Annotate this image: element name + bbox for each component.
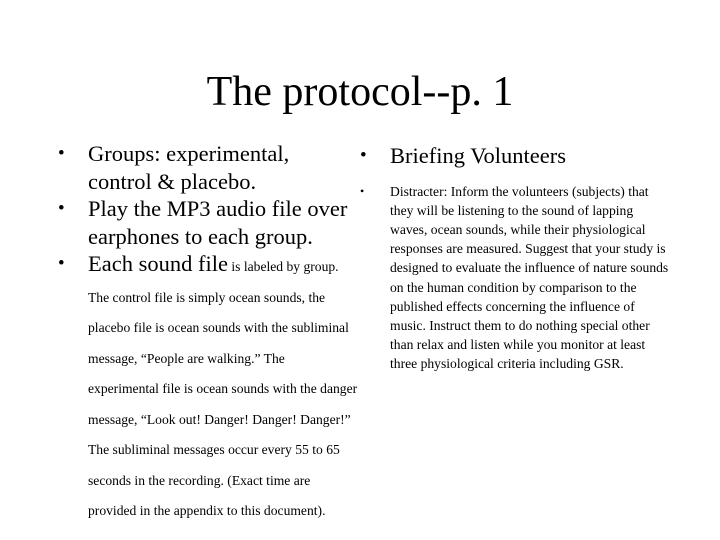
- briefing-heading: Briefing Volunteers: [390, 143, 567, 168]
- bullet-groups-text: Groups: experimental, control & placebo.: [88, 141, 290, 194]
- bullet-briefing-volunteers: [360, 142, 670, 170]
- bullet-distracter: [360, 182, 670, 374]
- bullet-sound-file-detail: is labeled by group. The control file is simply ocean sounds, the placebo file is ocean sounds with the subliminal message, “People are walking.” The experimental file is ocean sounds with the danger message, “Look out! Danger! Danger! Danger!” The subliminal messages occur every 55 to 65 seconds in the recording. (Exact time are provided in the appendix to this document).: [88, 259, 358, 518]
- bullet-dot-icon: •: [58, 143, 65, 164]
- bullet-sound-file-lead: Each sound file: [88, 251, 228, 276]
- bullet-groups: [58, 140, 358, 195]
- bullet-dot-icon: •: [360, 145, 367, 166]
- bullet-play-audio-text: Play the MP3 audio file over earphones to each group.: [88, 196, 348, 249]
- right-column: [360, 140, 670, 374]
- bullet-dot-icon: •: [58, 253, 65, 274]
- distracter-text: Distracter: Inform the volunteers (subjects) that they will be listening to the sound of lapping waves, ocean sounds, while their physiological responses are measured. Suggest that your study is designed to evaluate the influence of nature sounds on the human condition by comparison to the published effects concerning the influence of music. Instruct them to do nothing special other than relax and listen while you monitor at least three physiological criteria including GSR.: [390, 183, 669, 372]
- slide-title: The protocol--p. 1: [206, 69, 514, 115]
- bullet-sound-file: [58, 250, 358, 525]
- left-column: [58, 140, 358, 525]
- bullet-dot-icon: •: [360, 183, 365, 198]
- bullet-dot-icon: •: [58, 198, 65, 219]
- bullet-play-audio: [58, 195, 358, 250]
